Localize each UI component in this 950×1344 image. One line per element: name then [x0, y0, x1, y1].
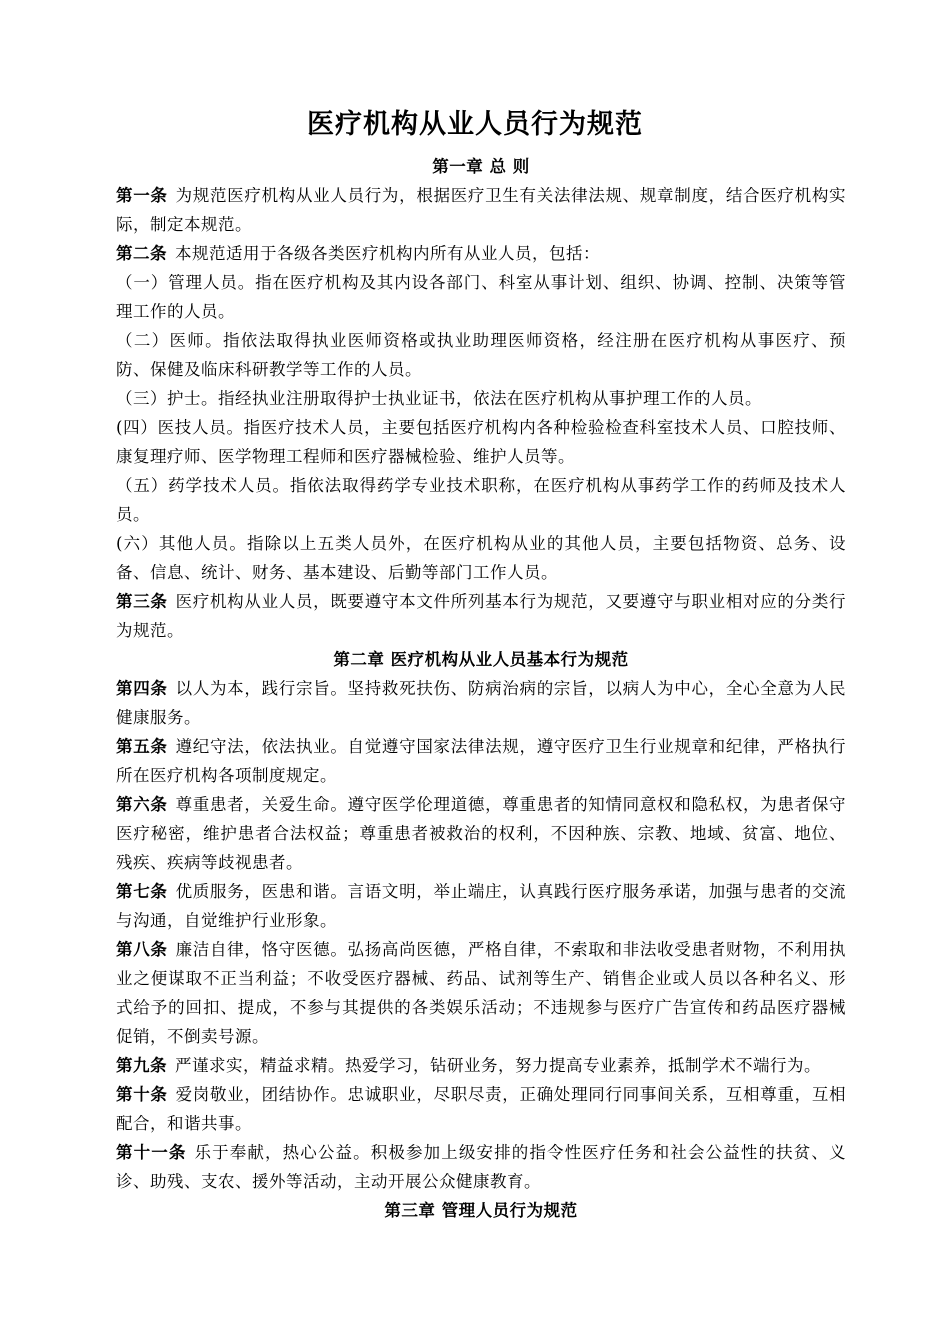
article	[116, 674, 846, 732]
article-number: 第九条	[116, 1056, 167, 1075]
chapter-heading: 第二章 医疗机构从业人员基本行为规范	[333, 650, 629, 669]
article-text: 优质服务，医患和谐。言语文明，举止端庄，认真践行医疗服务承诺，加强与患者的交流与沟通，自觉维护行业形象。	[116, 882, 847, 930]
article-number: 第六条	[116, 795, 168, 814]
article-number: 第十一条	[116, 1143, 187, 1162]
article-text: 遵纪守法，依法执业。自觉遵守国家法律法规，遵守医疗卫生行业规章和纪律，严格执行所在医疗机构各项制度规定。	[116, 737, 847, 785]
article	[116, 587, 846, 645]
article	[116, 732, 846, 790]
article	[116, 1080, 846, 1138]
list-paragraph: （五）药学技术人员。指依法取得药学专业技术职称，在医疗机构从事药学工作的药师及技术人员。	[116, 476, 846, 524]
article	[116, 1051, 846, 1080]
article-text: 严谨求实，精益求精。热爱学习，钻研业务，努力提高专业素养，抵制学术不端行为。	[175, 1056, 821, 1075]
article	[116, 935, 846, 1051]
article-text: 为规范医疗机构从业人员行为，根据医疗卫生有关法律法规、规章制度，结合医疗机构实际，制定本规范。	[116, 186, 847, 234]
chapter-heading: 第一章 总 则	[432, 157, 530, 176]
article-text: 尊重患者，关爱生命。遵守医学伦理道德，尊重患者的知情同意权和隐私权，为患者保守医疗秘密，维护患者合法权益；尊重患者被救治的权利，不因种族、宗教、地域、贫富、地位、残疾、疾病等歧视患者。	[116, 795, 847, 872]
document-title: 医疗机构从业人员行为规范	[307, 109, 643, 140]
list-paragraph: (四）医技人员。指医疗技术人员，主要包括医疗机构内各种检验检查科室技术人员、口腔技师、康复理疗师、医学物理工程师和医疗器械检验、维护人员等。	[116, 418, 846, 466]
article-number: 第二条	[116, 244, 167, 263]
article	[116, 877, 846, 935]
article-text: 廉洁自律，恪守医德。弘扬高尚医德，严格自律，不索取和非法收受患者财物，不利用执业之便谋取不正当利益；不收受医疗器械、药品、试剂等生产、销售企业或人员以各种名义、形式给予的回扣、提成，不参与其提供的各类娱乐活动；不违规参与医疗广告宣传和药品医疗器械促销，不倒卖号源。	[116, 940, 847, 1046]
article-number: 第三条	[116, 592, 168, 611]
article-number: 第四条	[116, 679, 168, 698]
article	[116, 239, 846, 268]
article-number: 第一条	[116, 186, 168, 205]
article-text: 以人为本，践行宗旨。坚持救死扶伤、防病治病的宗旨，以病人为中心，全心全意为人民健康服务。	[116, 679, 847, 727]
document-body	[116, 152, 846, 1225]
article-text: 乐于奉献，热心公益。积极参加上级安排的指令性医疗任务和社会公益性的扶贫、义诊、助残、支农、援外等活动，主动开展公众健康教育。	[116, 1143, 846, 1191]
article-text: 本规范适用于各级各类医疗机构内所有从业人员，包括：	[175, 244, 600, 263]
list-paragraph: (六）其他人员。指除以上五类人员外，在医疗机构从业的其他人员，主要包括物资、总务、设备、信息、统计、财务、基本建设、后勤等部门工作人员。	[116, 534, 846, 582]
list-paragraph: （三）护士。指经执业注册取得护士执业证书，依法在医疗机构从事护理工作的人员。	[116, 389, 762, 408]
article-number: 第七条	[116, 882, 168, 901]
list-paragraph: （二）医师。指依法取得执业医师资格或执业助理医师资格，经注册在医疗机构从事医疗、预防、保健及临床科研教学等工作的人员。	[116, 331, 846, 379]
chapter-heading: 第三章 管理人员行为规范	[384, 1201, 578, 1220]
article	[116, 1138, 846, 1196]
article-text: 爱岗敬业，团结协作。忠诚职业，尽职尽责，正确处理同行同事间关系，互相尊重，互相配合，和谐共事。	[116, 1085, 847, 1133]
article	[116, 181, 846, 239]
list-paragraph: （一）管理人员。指在医疗机构及其内设各部门、科室从事计划、组织、协调、控制、决策等管理工作的人员。	[116, 273, 846, 321]
article-number: 第五条	[116, 737, 168, 756]
article-number: 第十条	[116, 1085, 168, 1104]
article-number: 第八条	[116, 940, 168, 959]
article-text: 医疗机构从业人员，既要遵守本文件所列基本行为规范，又要遵守与职业相对应的分类行为规范。	[116, 592, 847, 640]
article	[116, 790, 846, 877]
